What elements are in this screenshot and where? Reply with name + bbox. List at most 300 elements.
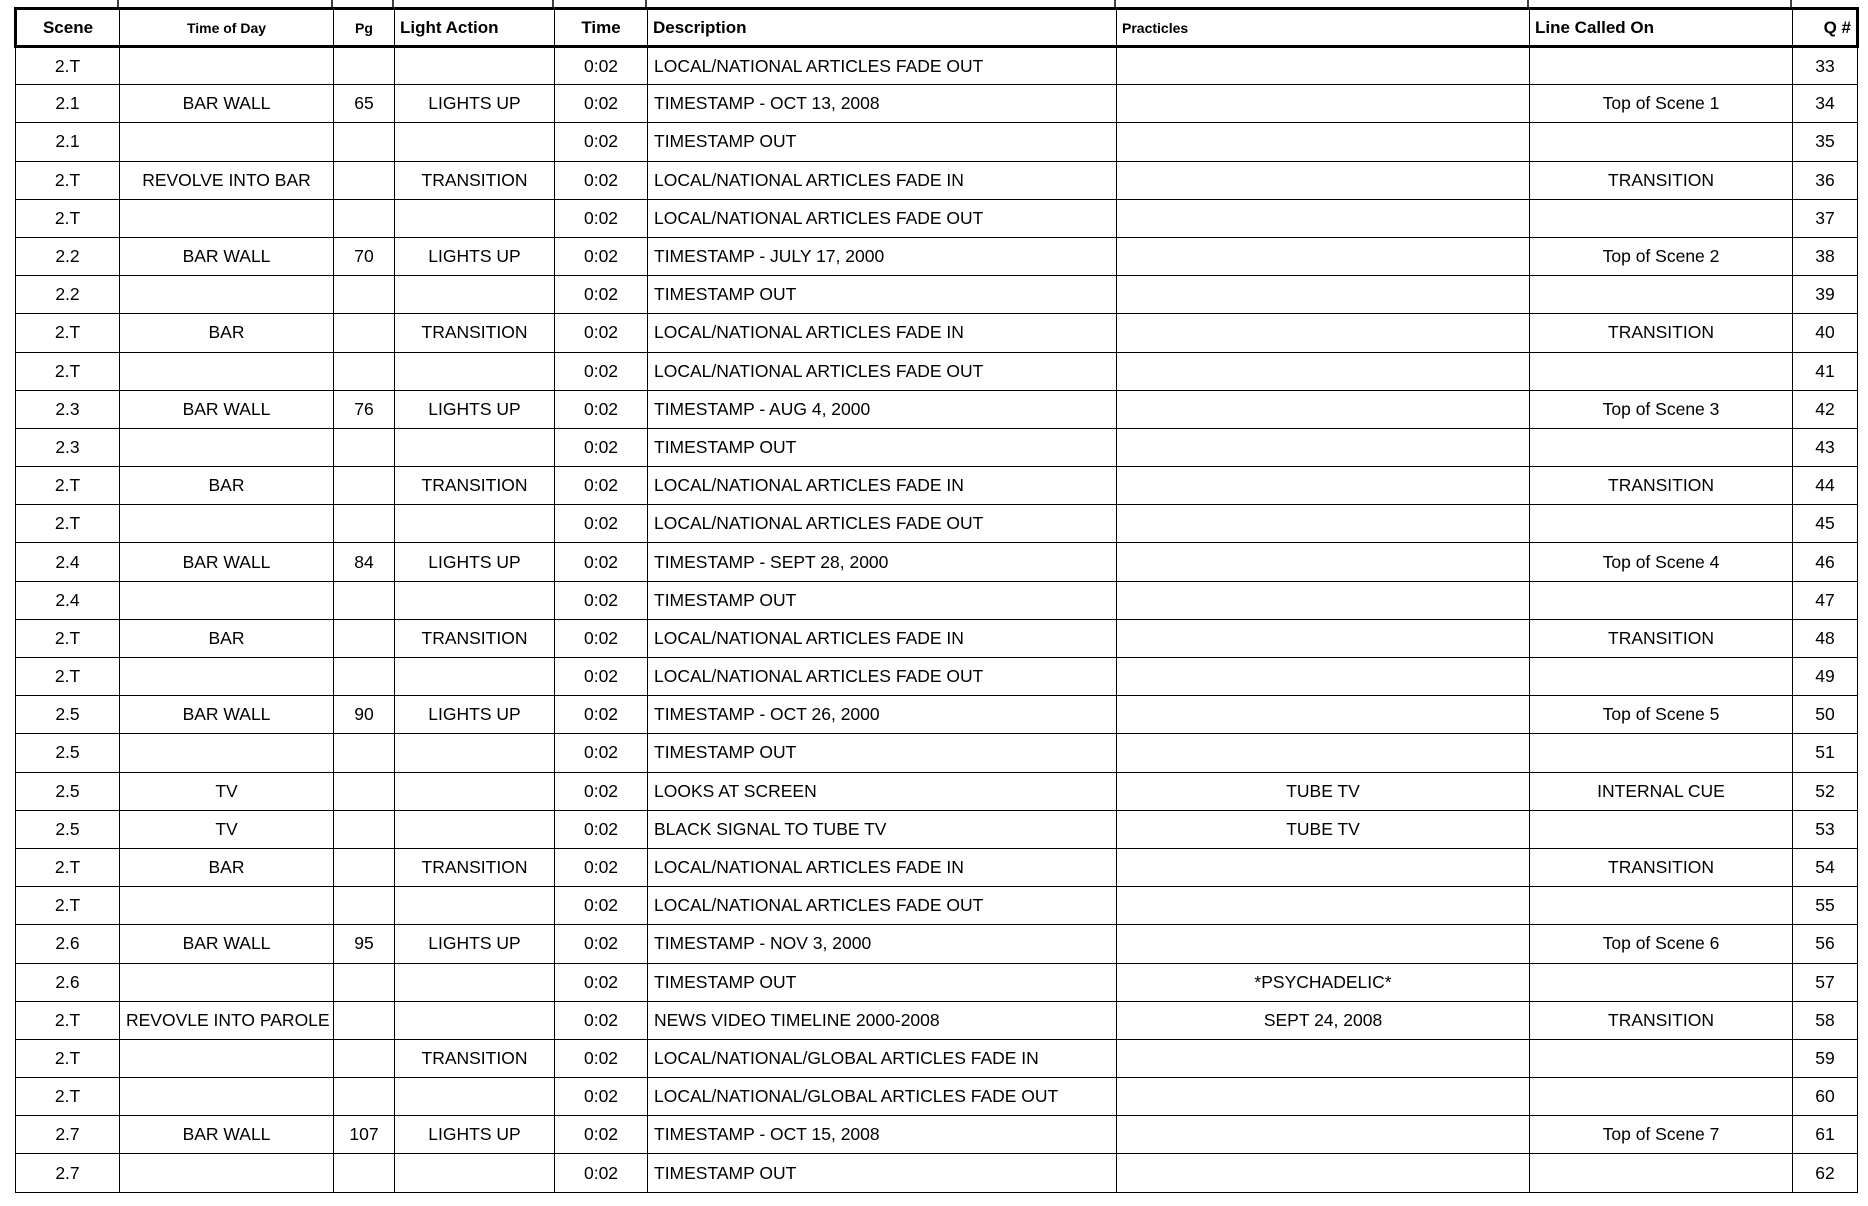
cell-q-number: 47 [1793,581,1858,619]
cell-pg: 95 [334,925,395,963]
cell-time: 0:02 [555,696,648,734]
cell-scene: 2.2 [16,276,120,314]
cell-pg [334,887,395,925]
cell-time: 0:02 [555,1154,648,1192]
table-row [16,161,1858,199]
cue-rows [16,47,1858,1193]
cell-practicles [1117,887,1530,925]
cell-time-of-day [120,581,334,619]
cell-time: 0:02 [555,428,648,466]
cell-time-of-day [120,199,334,237]
cell-time-of-day: BAR [120,467,334,505]
cell-q-number: 56 [1793,925,1858,963]
cell-practicles [1117,428,1530,466]
cell-line-called-on: TRANSITION [1530,314,1793,352]
cell-line-called-on [1530,276,1793,314]
cell-line-called-on: TRANSITION [1530,619,1793,657]
cell-light-action [395,428,555,466]
cell-scene: 2.4 [16,581,120,619]
cell-scene: 2.T [16,467,120,505]
cell-line-called-on [1530,1078,1793,1116]
cell-q-number: 42 [1793,390,1858,428]
cell-time-of-day [120,963,334,1001]
cell-description: TIMESTAMP OUT [648,123,1117,161]
cell-scene: 2.T [16,352,120,390]
cell-description: TIMESTAMP OUT [648,428,1117,466]
cell-practicles [1117,619,1530,657]
table-row [16,352,1858,390]
cell-scene: 2.T [16,199,120,237]
table-row [16,467,1858,505]
cell-q-number: 35 [1793,123,1858,161]
cell-light-action [395,352,555,390]
cell-q-number: 57 [1793,963,1858,1001]
cell-q-number: 37 [1793,199,1858,237]
cell-time-of-day [120,505,334,543]
cell-q-number: 46 [1793,543,1858,581]
cell-q-number: 50 [1793,696,1858,734]
cell-practicles [1117,199,1530,237]
cell-scene: 2.T [16,314,120,352]
cell-line-called-on [1530,887,1793,925]
cell-time-of-day: BAR WALL [120,543,334,581]
cell-light-action [395,199,555,237]
cell-pg: 65 [334,85,395,123]
table-row [16,887,1858,925]
cell-time-of-day: BAR [120,619,334,657]
cell-light-action: LIGHTS UP [395,1116,555,1154]
cell-line-called-on: TRANSITION [1530,467,1793,505]
cell-practicles [1117,696,1530,734]
cell-practicles [1117,161,1530,199]
cell-practicles: TUBE TV [1117,772,1530,810]
cell-scene: 2.5 [16,810,120,848]
cell-line-called-on: TRANSITION [1530,848,1793,886]
column-divider-stubs [14,0,1856,7]
cell-line-called-on: Top of Scene 3 [1530,390,1793,428]
cell-practicles: SEPT 24, 2008 [1117,1001,1530,1039]
cell-time: 0:02 [555,1001,648,1039]
cell-description: LOCAL/NATIONAL ARTICLES FADE OUT [648,199,1117,237]
cell-time: 0:02 [555,505,648,543]
cell-time-of-day [120,1078,334,1116]
cell-time: 0:02 [555,848,648,886]
cell-light-action: LIGHTS UP [395,390,555,428]
cell-scene: 2.5 [16,696,120,734]
cell-time-of-day: BAR WALL [120,1116,334,1154]
table-row [16,47,1858,85]
cell-line-called-on [1530,963,1793,1001]
cell-description: TIMESTAMP OUT [648,581,1117,619]
table-row [16,963,1858,1001]
cell-light-action [395,505,555,543]
cell-description: TIMESTAMP OUT [648,276,1117,314]
cell-pg: 84 [334,543,395,581]
cell-scene: 2.3 [16,390,120,428]
cell-line-called-on: Top of Scene 7 [1530,1116,1793,1154]
table-row [16,85,1858,123]
cell-pg [334,810,395,848]
cell-description: LOCAL/NATIONAL ARTICLES FADE OUT [648,658,1117,696]
cell-line-called-on [1530,505,1793,543]
cell-line-called-on: Top of Scene 1 [1530,85,1793,123]
cell-light-action: LIGHTS UP [395,925,555,963]
cell-pg: 76 [334,390,395,428]
cell-time: 0:02 [555,123,648,161]
cell-light-action [395,276,555,314]
cell-description: TIMESTAMP - OCT 13, 2008 [648,85,1117,123]
cell-pg [334,161,395,199]
cell-pg [334,314,395,352]
cell-practicles [1117,925,1530,963]
header-scene: Scene [16,9,120,47]
cell-scene: 2.T [16,47,120,85]
cell-time-of-day: REVOLVE INTO BAR [120,161,334,199]
cell-q-number: 44 [1793,467,1858,505]
cell-line-called-on: Top of Scene 4 [1530,543,1793,581]
header-pg: Pg [334,9,395,47]
table-row [16,1078,1858,1116]
cell-light-action: TRANSITION [395,848,555,886]
cell-pg: 90 [334,696,395,734]
table-row [16,696,1858,734]
cell-time-of-day [120,47,334,85]
cell-q-number: 62 [1793,1154,1858,1192]
cell-description: LOCAL/NATIONAL ARTICLES FADE IN [648,467,1117,505]
header-time: Time [555,9,648,47]
header-line-called-on: Line Called On [1530,9,1793,47]
cell-practicles [1117,85,1530,123]
cell-description: LOCAL/NATIONAL ARTICLES FADE IN [648,314,1117,352]
cell-description: LOCAL/NATIONAL ARTICLES FADE OUT [648,505,1117,543]
cell-line-called-on [1530,123,1793,161]
cell-description: LOOKS AT SCREEN [648,772,1117,810]
cell-pg [334,734,395,772]
cell-time: 0:02 [555,390,648,428]
cell-pg [334,47,395,85]
cell-scene: 2.5 [16,734,120,772]
cell-pg: 70 [334,237,395,275]
cell-time-of-day [120,352,334,390]
cell-pg [334,658,395,696]
cell-practicles [1117,581,1530,619]
cell-line-called-on [1530,428,1793,466]
cell-practicles [1117,352,1530,390]
cell-pg [334,123,395,161]
cell-q-number: 34 [1793,85,1858,123]
cell-light-action: TRANSITION [395,619,555,657]
cell-time: 0:02 [555,1116,648,1154]
table-row [16,925,1858,963]
cell-q-number: 53 [1793,810,1858,848]
header-q-number: Q # [1793,9,1858,47]
cell-pg [334,619,395,657]
cell-q-number: 33 [1793,47,1858,85]
cell-description: TIMESTAMP - NOV 3, 2000 [648,925,1117,963]
cell-description: TIMESTAMP - SEPT 28, 2000 [648,543,1117,581]
cell-scene: 2.T [16,161,120,199]
cell-description: LOCAL/NATIONAL ARTICLES FADE IN [648,848,1117,886]
cell-practicles [1117,505,1530,543]
cell-description: TIMESTAMP OUT [648,963,1117,1001]
cell-practicles [1117,543,1530,581]
cell-light-action [395,734,555,772]
cell-time-of-day [120,428,334,466]
cell-q-number: 40 [1793,314,1858,352]
cell-light-action: TRANSITION [395,314,555,352]
cell-scene: 2.T [16,1039,120,1077]
cell-line-called-on [1530,734,1793,772]
cell-q-number: 59 [1793,1039,1858,1077]
cell-time: 0:02 [555,352,648,390]
table-row [16,734,1858,772]
cell-practicles [1117,276,1530,314]
cell-q-number: 45 [1793,505,1858,543]
cell-scene: 2.6 [16,963,120,1001]
table-row [16,1001,1858,1039]
cell-time: 0:02 [555,658,648,696]
cell-time: 0:02 [555,772,648,810]
table-row [16,658,1858,696]
cell-time-of-day: BAR [120,848,334,886]
cell-time-of-day: BAR WALL [120,237,334,275]
cell-time-of-day [120,276,334,314]
cell-pg [334,1039,395,1077]
cell-light-action [395,658,555,696]
table-row [16,848,1858,886]
cell-practicles [1117,734,1530,772]
cell-scene: 2.T [16,1078,120,1116]
cell-time: 0:02 [555,276,648,314]
cell-time: 0:02 [555,581,648,619]
table-row [16,237,1858,275]
cell-time: 0:02 [555,161,648,199]
cell-q-number: 43 [1793,428,1858,466]
cell-q-number: 54 [1793,848,1858,886]
cell-practicles [1117,47,1530,85]
cell-description: LOCAL/NATIONAL/GLOBAL ARTICLES FADE IN [648,1039,1117,1077]
cell-time: 0:02 [555,467,648,505]
cell-q-number: 48 [1793,619,1858,657]
cell-scene: 2.1 [16,123,120,161]
cell-time-of-day: BAR [120,314,334,352]
table-row [16,619,1858,657]
cell-light-action: LIGHTS UP [395,696,555,734]
cell-pg [334,1078,395,1116]
cell-line-called-on [1530,810,1793,848]
cell-scene: 2.4 [16,543,120,581]
table-row [16,810,1858,848]
cell-pg [334,352,395,390]
cell-q-number: 51 [1793,734,1858,772]
cell-scene: 2.1 [16,85,120,123]
cell-time: 0:02 [555,810,648,848]
cell-practicles [1117,314,1530,352]
cell-scene: 2.7 [16,1154,120,1192]
cell-time-of-day [120,734,334,772]
cell-description: TIMESTAMP - JULY 17, 2000 [648,237,1117,275]
table-row [16,390,1858,428]
cell-practicles [1117,123,1530,161]
cell-light-action: TRANSITION [395,1039,555,1077]
cue-sheet-table [14,7,1859,1193]
cell-pg [334,505,395,543]
cell-practicles: TUBE TV [1117,810,1530,848]
cell-practicles [1117,1039,1530,1077]
cell-line-called-on: INTERNAL CUE [1530,772,1793,810]
cell-light-action: TRANSITION [395,161,555,199]
cell-pg [334,467,395,505]
cell-practicles [1117,390,1530,428]
cell-time-of-day: BAR WALL [120,390,334,428]
cell-q-number: 41 [1793,352,1858,390]
cell-time-of-day [120,887,334,925]
cell-line-called-on: TRANSITION [1530,1001,1793,1039]
cell-description: TIMESTAMP - OCT 26, 2000 [648,696,1117,734]
cell-description: TIMESTAMP - AUG 4, 2000 [648,390,1117,428]
cell-q-number: 36 [1793,161,1858,199]
cell-time-of-day: BAR WALL [120,85,334,123]
cell-practicles [1117,1078,1530,1116]
cell-pg [334,848,395,886]
cell-light-action [395,963,555,1001]
cell-description: LOCAL/NATIONAL ARTICLES FADE OUT [648,887,1117,925]
table-row [16,123,1858,161]
table-row [16,581,1858,619]
header-light-action: Light Action [395,9,555,47]
cell-description: NEWS VIDEO TIMELINE 2000-2008 [648,1001,1117,1039]
cell-q-number: 61 [1793,1116,1858,1154]
cell-light-action: LIGHTS UP [395,543,555,581]
cell-pg [334,199,395,237]
header-description: Description [648,9,1117,47]
cell-time-of-day: TV [120,772,334,810]
cell-time: 0:02 [555,1078,648,1116]
cell-description: LOCAL/NATIONAL ARTICLES FADE OUT [648,352,1117,390]
cell-light-action [395,1078,555,1116]
cell-time: 0:02 [555,85,648,123]
cell-practicles [1117,658,1530,696]
cell-line-called-on [1530,199,1793,237]
cell-pg [334,581,395,619]
cell-scene: 2.T [16,848,120,886]
cell-description: TIMESTAMP - OCT 15, 2008 [648,1116,1117,1154]
cell-pg [334,1001,395,1039]
cell-time-of-day [120,658,334,696]
cell-description: TIMESTAMP OUT [648,734,1117,772]
cell-q-number: 55 [1793,887,1858,925]
cell-light-action [395,123,555,161]
cell-time: 0:02 [555,734,648,772]
cell-time-of-day: BAR WALL [120,696,334,734]
cell-scene: 2.T [16,505,120,543]
cell-time: 0:02 [555,887,648,925]
cell-light-action [395,887,555,925]
cell-line-called-on: Top of Scene 6 [1530,925,1793,963]
cell-description: LOCAL/NATIONAL ARTICLES FADE OUT [648,47,1117,85]
table-row [16,314,1858,352]
cell-pg [334,772,395,810]
table-row [16,772,1858,810]
cell-time-of-day [120,1039,334,1077]
cell-time: 0:02 [555,314,648,352]
cell-time-of-day: TV [120,810,334,848]
cell-pg: 107 [334,1116,395,1154]
cell-pg [334,963,395,1001]
cell-scene: 2.7 [16,1116,120,1154]
cell-line-called-on [1530,581,1793,619]
cell-pg [334,1154,395,1192]
cell-q-number: 49 [1793,658,1858,696]
cell-q-number: 38 [1793,237,1858,275]
cell-time: 0:02 [555,543,648,581]
cell-description: TIMESTAMP OUT [648,1154,1117,1192]
cell-time: 0:02 [555,1039,648,1077]
cell-scene: 2.T [16,658,120,696]
table-row [16,1116,1858,1154]
cell-practicles [1117,848,1530,886]
cell-practicles [1117,1154,1530,1192]
cell-scene: 2.5 [16,772,120,810]
cell-line-called-on: TRANSITION [1530,161,1793,199]
cell-line-called-on [1530,1154,1793,1192]
cell-time-of-day: REVOVLE INTO PAROLE [120,1001,334,1039]
table-row [16,543,1858,581]
cell-practicles [1117,467,1530,505]
cell-scene: 2.T [16,1001,120,1039]
header-time-of-day: Time of Day [120,9,334,47]
cell-line-called-on [1530,658,1793,696]
table-row [16,428,1858,466]
cell-line-called-on [1530,47,1793,85]
cell-time-of-day [120,123,334,161]
cell-scene: 2.T [16,619,120,657]
cell-q-number: 39 [1793,276,1858,314]
cell-time: 0:02 [555,619,648,657]
cell-scene: 2.2 [16,237,120,275]
cell-description: LOCAL/NATIONAL ARTICLES FADE IN [648,619,1117,657]
cell-time-of-day: BAR WALL [120,925,334,963]
table-row [16,276,1858,314]
header-row [16,9,1858,47]
cell-line-called-on: Top of Scene 2 [1530,237,1793,275]
cell-practicles [1117,1116,1530,1154]
cell-practicles [1117,237,1530,275]
cell-q-number: 60 [1793,1078,1858,1116]
cell-scene: 2.3 [16,428,120,466]
cell-time: 0:02 [555,199,648,237]
cell-light-action [395,581,555,619]
cell-line-called-on [1530,352,1793,390]
cell-line-called-on [1530,1039,1793,1077]
cell-scene: 2.T [16,887,120,925]
cell-time: 0:02 [555,963,648,1001]
cell-light-action [395,810,555,848]
cell-description: BLACK SIGNAL TO TUBE TV [648,810,1117,848]
header-practicles: Practicles [1117,9,1530,47]
cell-light-action [395,1001,555,1039]
cell-scene: 2.6 [16,925,120,963]
cell-light-action [395,47,555,85]
table-row [16,199,1858,237]
table-row [16,1039,1858,1077]
cell-light-action: LIGHTS UP [395,85,555,123]
cell-line-called-on: Top of Scene 5 [1530,696,1793,734]
cell-light-action: LIGHTS UP [395,237,555,275]
cell-time-of-day [120,1154,334,1192]
cell-pg [334,428,395,466]
cell-time: 0:02 [555,237,648,275]
